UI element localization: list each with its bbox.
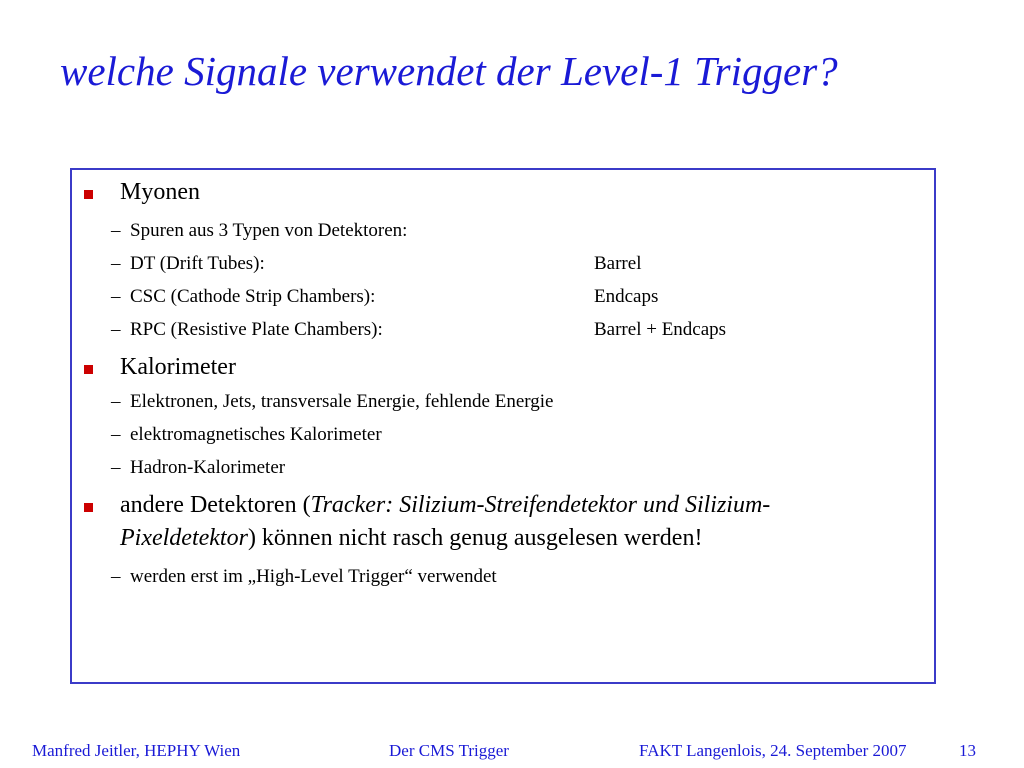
sub-item-text: elektromagnetisches Kalorimeter xyxy=(130,424,382,445)
dash-icon: – xyxy=(111,424,121,445)
dash-icon: – xyxy=(111,220,121,241)
sub-item-value: Barrel + Endcaps xyxy=(594,319,727,340)
sub-item-text: werden erst im „High-Level Trigger“ verwendet xyxy=(130,566,497,587)
sub-item xyxy=(111,318,727,342)
dash-icon: – xyxy=(111,253,121,274)
heading-text-start: andere Detektoren ( xyxy=(120,492,311,518)
sub-item xyxy=(111,423,382,447)
footer-topic: Der CMS Trigger xyxy=(389,741,509,760)
dash-icon: – xyxy=(111,319,121,340)
footer-page-number: 13 xyxy=(959,741,976,760)
sub-item xyxy=(111,565,497,589)
sub-item-text: Spuren aus 3 Typen von Detektoren: xyxy=(130,220,408,241)
dash-icon: – xyxy=(111,391,121,412)
dash-icon: – xyxy=(111,566,121,587)
bullet-heading-myonen: Myonen xyxy=(120,179,200,205)
heading-text-italic: Tracker: Silizium-Streifendetektor und Silizium-Pixeldetektor xyxy=(120,492,771,551)
sub-item-text: RPC (Resistive Plate Chambers): xyxy=(130,319,383,340)
sub-item-value: Barrel xyxy=(594,253,642,274)
sub-item xyxy=(111,390,554,414)
sub-item xyxy=(111,285,659,309)
dash-icon: – xyxy=(111,457,121,478)
content-frame xyxy=(70,168,936,684)
bullet-heading-andere-detektoren xyxy=(120,489,890,555)
sub-item xyxy=(111,456,286,480)
bullet-square-icon xyxy=(84,190,93,199)
sub-item-text: DT (Drift Tubes): xyxy=(130,253,265,274)
dash-icon: – xyxy=(111,286,121,307)
slide-title: welche Signale verwendet der Level-1 Trigger? xyxy=(60,48,838,94)
footer-event: FAKT Langenlois, 24. September 2007 xyxy=(639,741,907,760)
bullet-square-icon xyxy=(84,503,93,512)
sub-item xyxy=(111,252,642,276)
sub-item-text: Hadron-Kalorimeter xyxy=(130,457,286,478)
footer-author: Manfred Jeitler, HEPHY Wien xyxy=(32,741,241,760)
bullet-heading-kalorimeter: Kalorimeter xyxy=(120,354,236,380)
sub-item xyxy=(111,219,408,243)
heading-text-end: ) können nicht rasch genug ausgelesen werden! xyxy=(247,525,703,551)
bullet-square-icon xyxy=(84,365,93,374)
sub-item-text: Elektronen, Jets, transversale Energie, fehlende Energie xyxy=(130,391,554,412)
sub-item-value: Endcaps xyxy=(594,286,659,307)
sub-item-text: CSC (Cathode Strip Chambers): xyxy=(130,286,376,307)
